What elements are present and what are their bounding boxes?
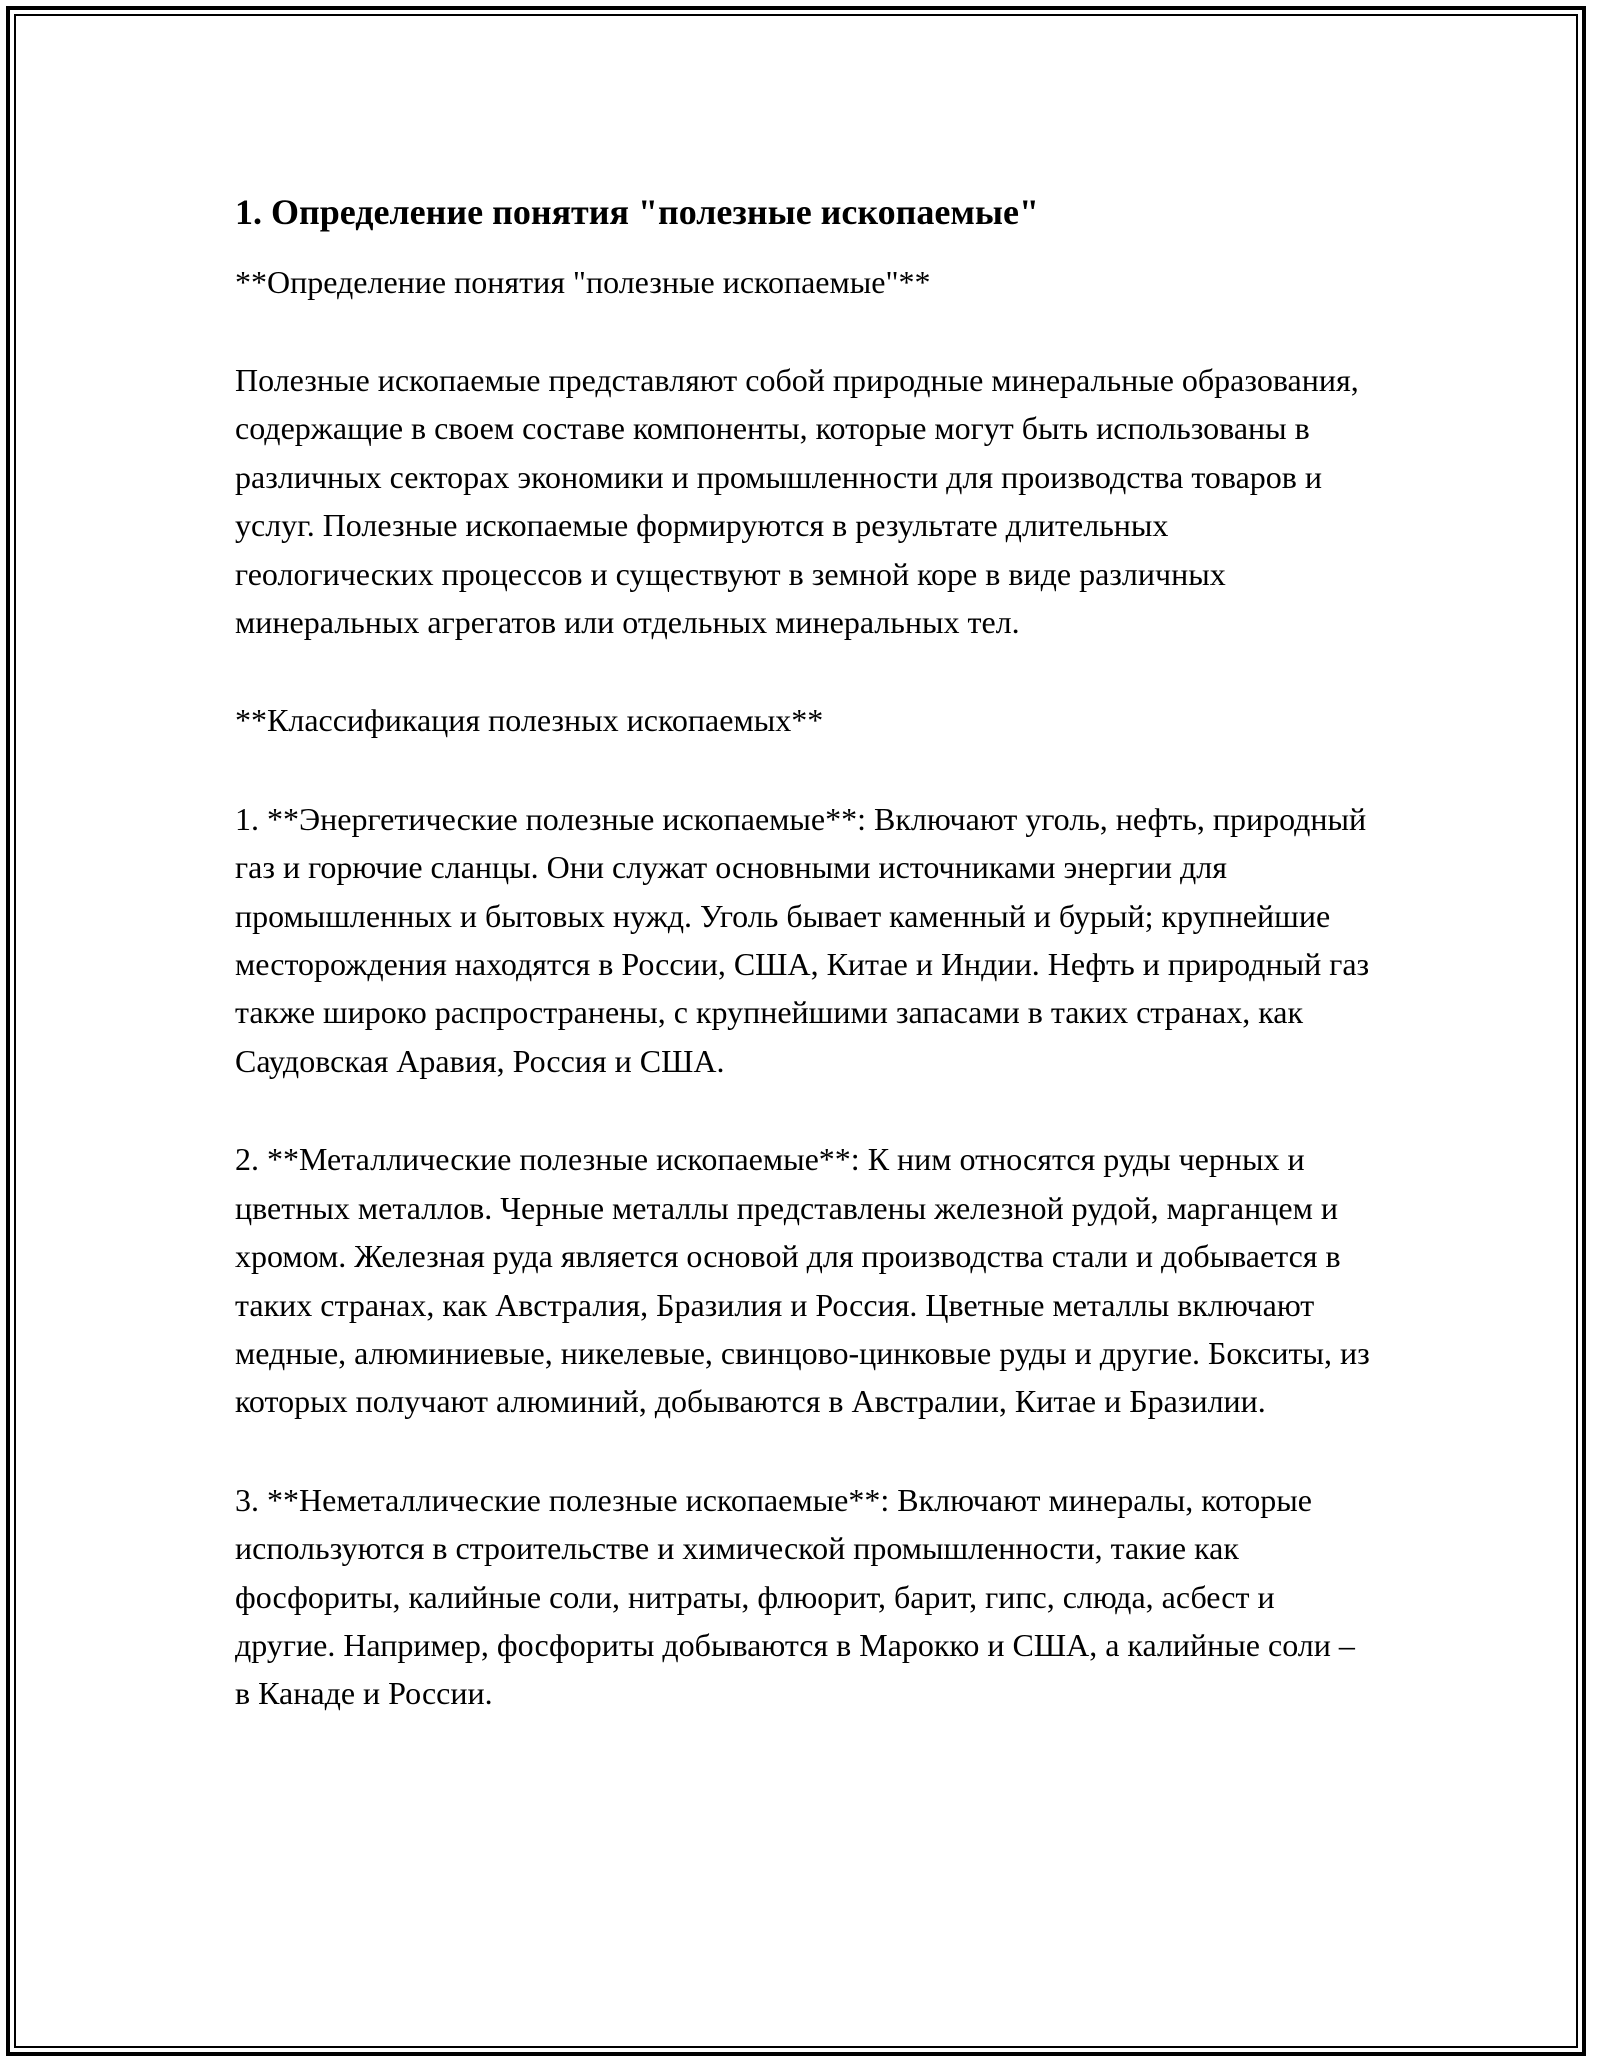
classification-heading: **Классификация полезных ископаемых**: [235, 702, 824, 739]
definition-subheading: **Определение понятия "полезные ископаемые"**: [235, 264, 931, 300]
intro-paragraph: Полезные ископаемые представляют собой природные минеральные образования, содержащие в своем составе компоненты, которые могут быть использованы в различных секторах экономики и промышленности для производства товаров и услуг. Полезные ископаемые формируются в результате длительных геологических процессов и существуют в земной коре в виде различных минеральных агрегатов или отдельных минеральных тел.: [235, 362, 1359, 641]
list-item-metallic: 2. **Металлические полезные ископаемые**: К ним относятся руды черных и цветных металлов. Черные металлы представлены железной рудой, марганцем и хромом. Железная руда является основой для производства стали и добывается в таких странах, как Австралия, Бразилия и Россия. Цветные металлы включают медные, алюминиевые, никелевые, свинцово-цинковые руды и другие. Бокситы, из которых получают алюминий, добываются в Австралии, Китае и Бразилии.: [235, 1141, 1370, 1420]
list-item-energy: 1. **Энергетические полезные ископаемые**: Включают уголь, нефть, природный газ и горючие сланцы. Они служат основными источниками энергии для промышленных и бытовых нужд. Уголь бывает каменный и бурый; крупнейшие месторождения находятся в России, США, Китае и Индии. Нефть и природный газ также широко распространены, с крупнейшими запасами в таких странах, как Саудовская Аравия, Россия и США.: [235, 800, 1370, 1079]
section-heading: 1. Определение понятия "полезные ископаемые": [235, 192, 1039, 232]
document-body: [235, 188, 1375, 1718]
list-item-nonmetallic: 3. **Неметаллические полезные ископаемые**: Включают минералы, которые используются в строительстве и химической промышленности, такие как фосфориты, калийные соли, нитраты, флюорит, барит, гипс, слюда, асбест и другие. Например, фосфориты добываются в Марокко и США, а калийные соли – в Канаде и России.: [235, 1481, 1355, 1712]
